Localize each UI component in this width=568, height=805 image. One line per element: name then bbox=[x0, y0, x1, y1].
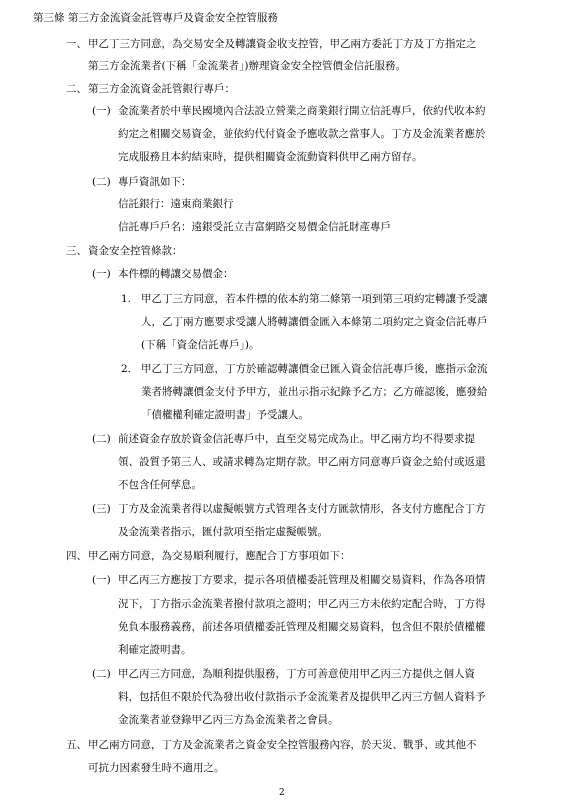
section-text-line: 甲乙兩方同意，丁方及金流業者之資金安全控管服務內容，於天災、戰爭、或其他不 bbox=[88, 739, 477, 751]
item-text-line: 金流業者並登錄甲乙丙三方為金流業者之會員。 bbox=[118, 714, 339, 726]
item-text-line: 料，包括但不限於代為發出收付款指示予金流業者及提供甲乙丙三方個人資料予 bbox=[118, 691, 486, 703]
item-text-line: 前述資金存放於資金信託專戶中，直至交易完成為止。甲乙兩方均不得要求提 bbox=[118, 433, 475, 445]
item-number: (一) bbox=[92, 105, 111, 117]
section-number: 三、 bbox=[66, 245, 87, 257]
account-name-line: 信託專戶戶名：遠銀受託立吉富網路交易價金信託財產專戶 bbox=[118, 221, 391, 233]
article-heading: 第三條 第三方金流資金託管專戶及資金安全控管服務 bbox=[33, 12, 278, 24]
item-text-line: 況下，丁方指示金流業者撥付款項之證明；甲乙丙三方未依約定配合時，丁方得 bbox=[118, 598, 486, 610]
section-text-line: 甲乙丁三方同意，為交易安全及轉讓資金收支控管，甲乙兩方委託丁方及丁方指定之 bbox=[88, 38, 477, 50]
item-text-line: 利確定證明書。 bbox=[118, 644, 192, 656]
item-number: (一) bbox=[92, 268, 111, 280]
item-text-line: 免負本服務義務，前述各項債權委託管理及相關交易資料，包含但不限於債權權 bbox=[118, 621, 486, 633]
section-text-line: 可抗力因素發生時不適用之。 bbox=[88, 762, 225, 774]
item-text-line: 丁方及金流業者得以虛擬帳號方式管理各支付方匯款情形，各支付方應配合丁方 bbox=[118, 503, 486, 515]
item-number: (一) bbox=[92, 574, 111, 586]
item-text-line: 甲乙丙三方同意，為順利提供服務，丁方可善意使用甲乙丙三方提供之個人資 bbox=[118, 668, 475, 680]
item-text-line: 金流業者於中華民國境內合法設立營業之商業銀行開立信託專戶，依約代收本約 bbox=[118, 105, 486, 117]
subitem-number: 2. bbox=[121, 363, 132, 375]
section-number: 二、 bbox=[66, 83, 87, 95]
section-text-line: 資金安全控管條款： bbox=[88, 245, 183, 257]
section-text-line: 甲乙兩方同意，為交易順利履行，應配合丁方事項如下： bbox=[88, 550, 351, 562]
subitem-text-line: 業者將轉讓價金支付予甲方，並出示指示紀錄予乙方；乙方確認後，應發給 bbox=[141, 386, 488, 398]
item-number: (二) bbox=[92, 668, 111, 680]
item-text-line: 本件標的轉讓交易價金： bbox=[118, 268, 234, 280]
item-text-line: 專戶資訊如下： bbox=[118, 176, 192, 188]
item-number: (二) bbox=[92, 433, 111, 445]
item-text-line: 完成服務且本約結束時，提供相關資金流動資料供甲乙兩方留存。 bbox=[118, 151, 423, 163]
item-text-line: 及金流業者指示，匯付款項至指定虛擬帳號。 bbox=[118, 526, 328, 538]
section-text-line: 第三方金流業者(下稱「金流業者」)辦理資金安全控管價金信託服務。 bbox=[88, 60, 406, 72]
subitem-number: 1. bbox=[121, 293, 132, 305]
section-number: 一、 bbox=[66, 38, 87, 50]
section-text-line: 第三方金流資金託管銀行專戶： bbox=[88, 83, 235, 95]
subitem-text-line: 人，乙丁兩方應要求受讓人將轉讓價金匯入本條第二項約定之資金信託專戶 bbox=[141, 316, 488, 328]
item-number: (二) bbox=[92, 176, 111, 188]
item-text-line: 甲乙丙三方應按丁方要求，提示各項債權委託管理及相關交易資料，作為各項情 bbox=[118, 574, 486, 586]
subitem-text-line: 「債權權利確定證明書」予受讓人。 bbox=[141, 409, 309, 421]
item-text-line: 領、設質予第三人、或請求轉為定期存款。甲乙兩方同意專戶資金之給付或返還 bbox=[118, 456, 486, 468]
item-text-line: 約定之相關交易資金，並依約代付資金予應收款之當事人。丁方及金流業者應於 bbox=[118, 128, 486, 140]
bank-name-line: 信託銀行：遠東商業銀行 bbox=[118, 198, 234, 210]
item-text-line: 不包含任何孳息。 bbox=[118, 479, 202, 491]
subitem-text-line: 甲乙丁三方同意，若本件標的依本約第二條第一項到第三項約定轉讓予受讓 bbox=[141, 293, 488, 305]
section-number: 五、 bbox=[66, 739, 87, 751]
item-number: (三) bbox=[92, 503, 111, 515]
page-number: 2 bbox=[279, 788, 285, 798]
subitem-text-line: (下稱「資金信託專戶」)。 bbox=[141, 339, 260, 351]
subitem-text-line: 甲乙丁三方同意，丁方於確認轉讓價金已匯入資金信託專戶後，應指示金流 bbox=[141, 363, 488, 375]
section-number: 四、 bbox=[66, 550, 87, 562]
